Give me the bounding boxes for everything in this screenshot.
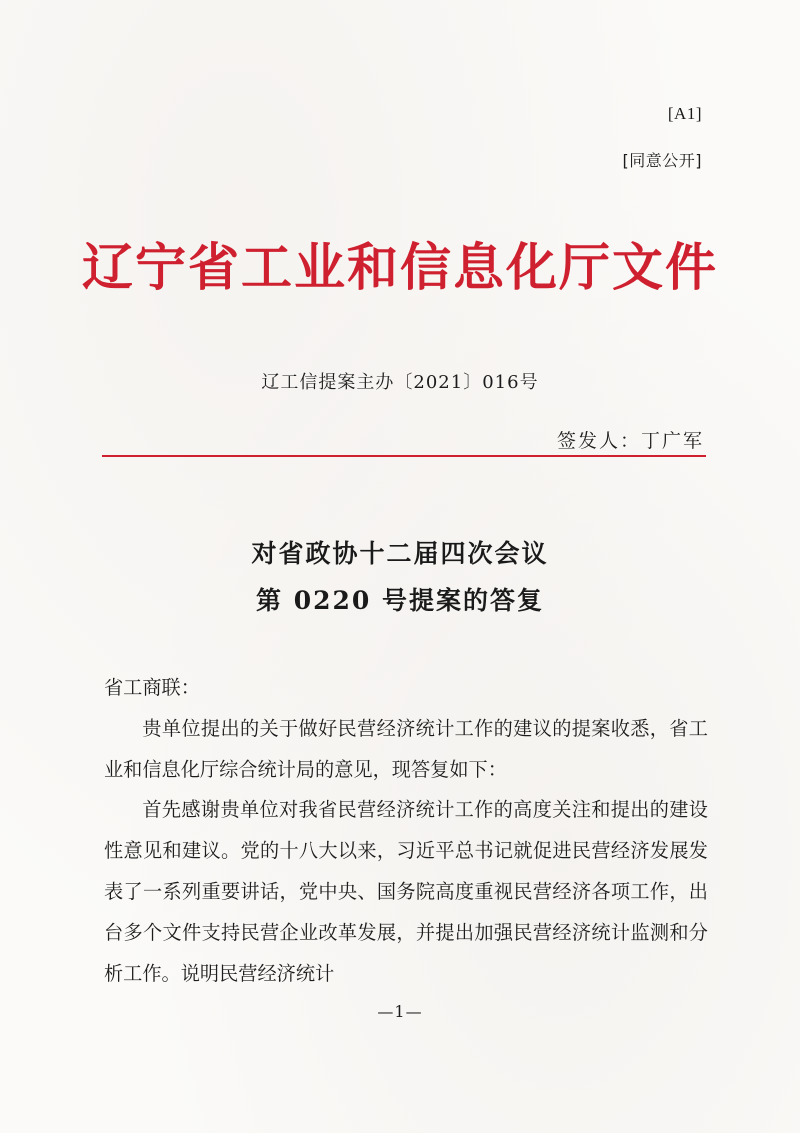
disclosure-label: [同意公开]	[622, 151, 702, 170]
issuer-masthead: 辽宁省工业和信息化厅文件	[81, 238, 718, 298]
red-divider-line	[102, 455, 706, 457]
page-number: —1—	[377, 1002, 423, 1021]
document-title-line-1: 对省政协十二届四次会议	[251, 539, 549, 568]
salutation: 省工商联：	[104, 676, 200, 699]
signer: 签发人：丁广军	[556, 430, 704, 452]
body-paragraph-2: 首先感谢贵单位对我省民营经济统计工作的高度关注和提出的建设性意见和建议。党的十八大以来，习近平总书记就促进民营经济发展发表了一系列重要讲话，党中央、国务院高度重视民营经济各项工作，出台多个文件支持民营企业改革发展，并提出加强民营经济统计监测和分析工作。说明民营经济统计	[104, 798, 708, 985]
document-number: 辽工信提案主办〔2021〕016号	[261, 372, 539, 393]
document-title-line-2: 第 0220 号提案的答复	[256, 586, 544, 615]
document-code: [A1]	[667, 104, 702, 123]
document-body	[104, 668, 708, 994]
body-paragraph-1: 贵单位提出的关于做好民营经济统计工作的建议的提案收悉，省工业和信息化厅综合统计局的意见，现答复如下：	[104, 716, 708, 781]
